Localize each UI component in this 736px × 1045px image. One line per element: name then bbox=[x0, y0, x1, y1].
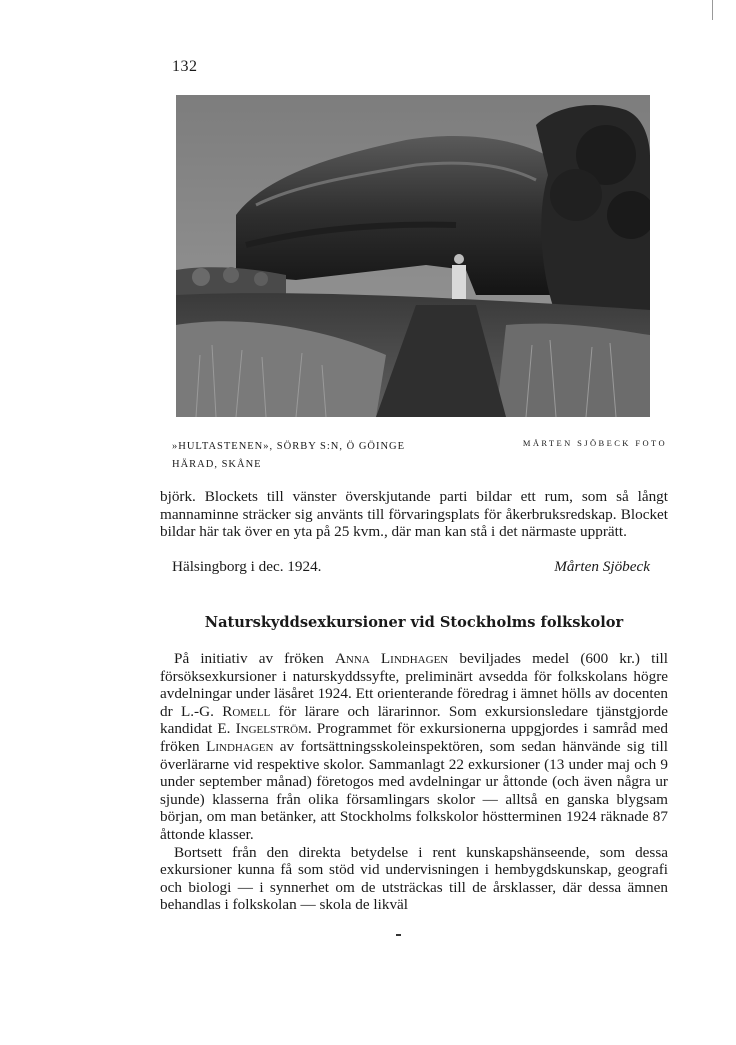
text-run: av fortsättningsskoleinspektören, som sedan hänvände sig till överlärarne vid respektive skolor. Sammanlagt 22 exkursioner (13 under maj och 9 under september månad) företogos med avdelningar ur åttonde (och även några ur sjunde) klasserna från olika församlingars skolor — alltså en ganska blygsam början, om man betänker, att Stockholms folkskolor höstterminen 1924 räknade 87 åttonde klasser. bbox=[160, 737, 668, 843]
place-date: Hälsingborg i dec. 1924. bbox=[172, 558, 322, 575]
author-signature: Mårten Sjöbeck bbox=[554, 558, 650, 575]
text-run: . Programmet för exkursionerna uppgjordes i samråd med fröken bbox=[160, 720, 668, 755]
article1-paragraph: björk. Blockets till vänster överskjutande parti bildar ett rum, som så långt mannaminne sträcker sig använts till förvaringsplats för åkerbruksredskap. Blocket bildar här tak över en yta på 25 kvm., där man kan stå i det närmaste upprätt. bbox=[160, 488, 668, 541]
photo-credit: MÅRTEN SJÖBECK FOTO bbox=[522, 438, 667, 448]
person-name: Lindhagen bbox=[206, 737, 274, 755]
photograph-hultastenen bbox=[176, 95, 650, 417]
person-name: Romell bbox=[222, 702, 271, 720]
section-heading: Naturskyddsexkursioner vid Stockholms folkskolor bbox=[204, 614, 624, 631]
photo-caption-line-2: HÄRAD, SKÅNE bbox=[172, 459, 262, 470]
text-run: för lärare och lärarinnor. Som exkursionsledare tjänstgjorde kandidat E. bbox=[160, 702, 668, 738]
article2-paragraph-1 bbox=[160, 650, 668, 844]
article2-body bbox=[160, 650, 668, 914]
article2-paragraph-2: Bortsett från den direkta betydelse i rent kunskapshänseende, som dessa exkursioner kunna få som stöd vid undervisningen i hembygdskunskap, geografi och biologi — i synnerhet om de utsträckas till de årsklasser, där dessa ämnen behandlas i folkskolan — skola de likväl bbox=[160, 843, 668, 914]
person-name: Anna Lindhagen bbox=[334, 650, 449, 667]
article1-body bbox=[160, 488, 668, 541]
photo-caption-line-1: »HULTASTENEN», SÖRBY S:N, Ö GÖINGE bbox=[172, 441, 406, 452]
page-bottom-mark bbox=[396, 934, 401, 936]
page-number: 132 bbox=[172, 58, 198, 75]
page-edge-mark bbox=[712, 0, 713, 20]
text-run: beviljades medel (600 kr.) till försöksexkursioner i naturskyddssyfte, preliminärt avsedda för folkskolans högre avdelningar under läsåret 1924. Ett orienterande föredrag i ämnet hölls av docenten dr L.-G. bbox=[160, 650, 668, 720]
person-name: Ingelström bbox=[235, 720, 308, 738]
photo-caption bbox=[172, 438, 405, 474]
text-run: På initiativ av fröken bbox=[174, 650, 335, 667]
